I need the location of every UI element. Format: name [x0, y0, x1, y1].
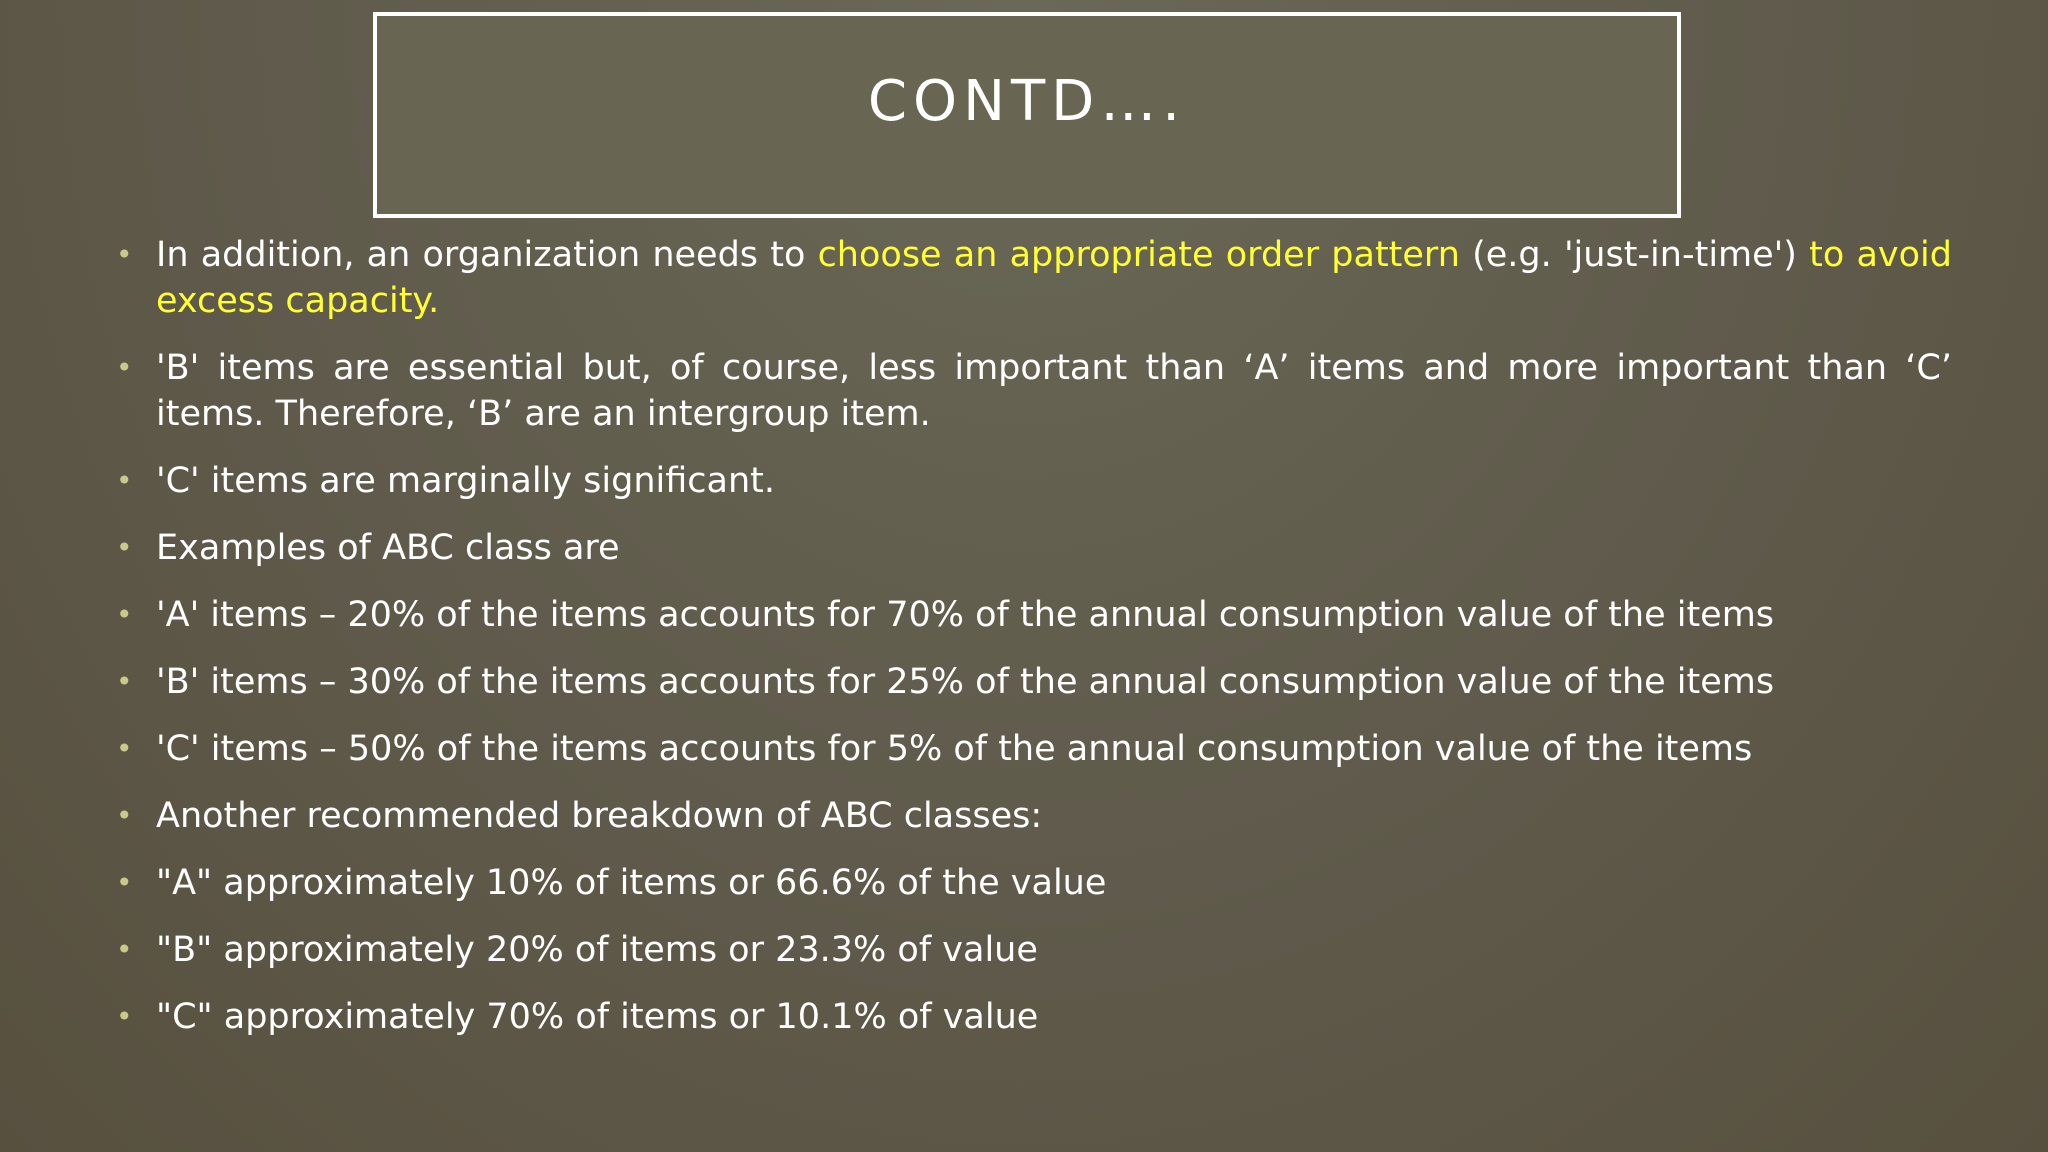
bullet-item [110, 994, 1952, 1040]
bullet-item [110, 659, 1952, 705]
bullet-dot: • [116, 732, 133, 765]
bullet-dot: • [116, 866, 133, 899]
bullet-dot: • [116, 933, 133, 966]
bullet-text: "B" approximately 20% of items or 23.3% of value [156, 930, 1038, 970]
bullet-text: Another recommended breakdown of ABC classes: [156, 796, 1043, 836]
bullet-text: "A" approximately 10% of items or 66.6% of the value [156, 863, 1107, 903]
bullet-item [110, 458, 1952, 504]
title-box [373, 12, 1681, 218]
highlight-text: to avoid excess capacity. [156, 235, 1952, 321]
bullet-item [110, 345, 1952, 437]
bullet-list [110, 232, 1952, 1061]
bullet-text: (e.g. 'just-in-time') [1459, 235, 1810, 275]
bullet-item [110, 592, 1952, 638]
bullet-text: 'A' items – 20% of the items accounts for 70% of the annual consumption value of the items [156, 595, 1775, 635]
bullet-dot: • [116, 351, 133, 384]
bullet-text: 'C' items are marginally significant. [156, 461, 775, 501]
bullet-item [110, 232, 1952, 324]
bullet-dot: • [116, 1000, 133, 1033]
bullet-dot: • [116, 464, 133, 497]
bullet-item [110, 525, 1952, 571]
bullet-dot: • [116, 799, 133, 832]
slide-title: CONTD…. [867, 69, 1187, 134]
bullet-item [110, 726, 1952, 772]
bullet-item [110, 793, 1952, 839]
bullet-text: "C" approximately 70% of items or 10.1% of value [156, 997, 1039, 1037]
bullet-item [110, 927, 1952, 973]
bullet-item [110, 860, 1952, 906]
bullet-dot: • [116, 665, 133, 698]
highlight-text: choose an appropriate order pattern [817, 235, 1460, 275]
bullet-dot: • [116, 598, 133, 631]
bullet-text: 'C' items – 50% of the items accounts for 5% of the annual consumption value of the items [156, 729, 1753, 769]
bullet-text: In addition, an organization needs to [156, 235, 818, 275]
bullet-text: 'B' items are essential but, of course, less important than ‘A’ items and more important than ‘C’ items. Therefore, ‘B’ are an intergroup item. [156, 348, 1952, 434]
bullet-text: Examples of ABC class are [156, 528, 620, 568]
bullet-dot: • [116, 531, 133, 564]
bullet-text: 'B' items – 30% of the items accounts for 25% of the annual consumption value of the items [156, 662, 1775, 702]
bullet-dot: • [116, 238, 133, 271]
